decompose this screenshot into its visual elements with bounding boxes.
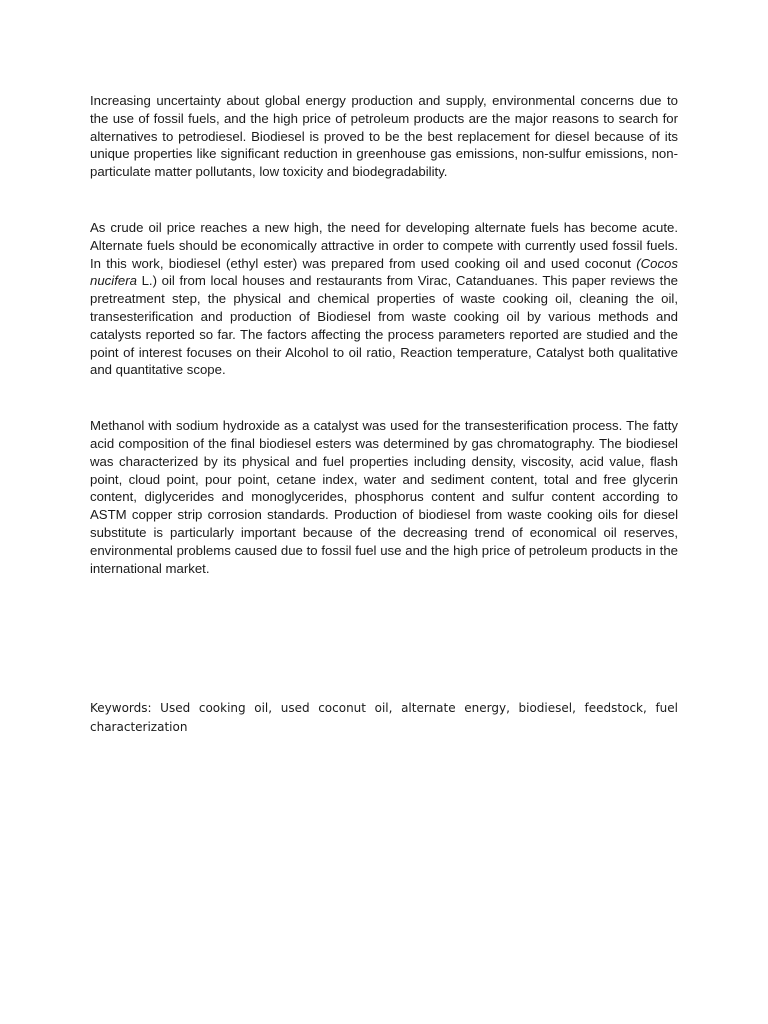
- paragraph-energy-uncertainty: Increasing uncertainty about global energy production and supply, environmental concerns due to the use of fossil fuels, and the high price of petroleum products are the major reasons to search for alternatives to petrodiesel. Biodiesel is proved to be the best replacement for diesel because of its unique properties like significant reduction in greenhouse gas emissions, non-sulfur emissions, non-particulate matter pollutants, low toxicity and biodegradability.: [90, 93, 678, 180]
- keywords-line: [90, 699, 678, 737]
- document-body: [90, 92, 678, 577]
- keywords-label: Keywords:: [90, 701, 152, 715]
- keywords-text: Used cooking oil, used coconut oil, alternate energy, biodiesel, feedstock, fuel characterization: [90, 701, 678, 734]
- species-name-italic: (Cocos nucifera: [90, 255, 678, 289]
- paragraph-alternate-fuels-start: As crude oil price reaches a new high, the need for developing alternate fuels has become acute. Alternate fuels should be economically attractive in order to compete with currently used fossil fuels. In this work, biodiesel (ethyl ester) was prepared from used cooking oil and used coconut: [90, 219, 678, 271]
- paragraph-alternate-fuels: [90, 219, 678, 379]
- paragraph-alternate-fuels-end: L.) oil from local houses and restaurants from Virac, Catanduanes. This paper reviews the pretreatment step, the physical and chemical properties of waste cooking oil, cleaning the oil, transesterification and production of Biodiesel from waste cooking oil by various methods and catalysts reported so far. The factors affecting the process parameters reported are studied and the point of interest focuses on their Alcohol to oil ratio, Reaction temperature, Catalyst both qualitative and quantitative scope.: [90, 273, 678, 378]
- paragraph-methanol-process: Methanol with sodium hydroxide as a catalyst was used for the transesterification process. The fatty acid composition of the final biodiesel esters was determined by gas chromatography. The biodiesel was characterized by its physical and fuel properties including density, viscosity, acid value, flash point, cloud point, pour point, cetane index, water and sediment content, total and free glycerin content, diglycerides and monoglycerides, phosphorus content and sulfur content according to ASTM copper strip corrosion standards. Production of biodiesel from waste cooking oils for diesel substitute is particularly important because of the decreasing trend of economical oil reserves, environmental problems caused due to fossil fuel use and the high price of petroleum products in the international market.: [90, 418, 678, 576]
